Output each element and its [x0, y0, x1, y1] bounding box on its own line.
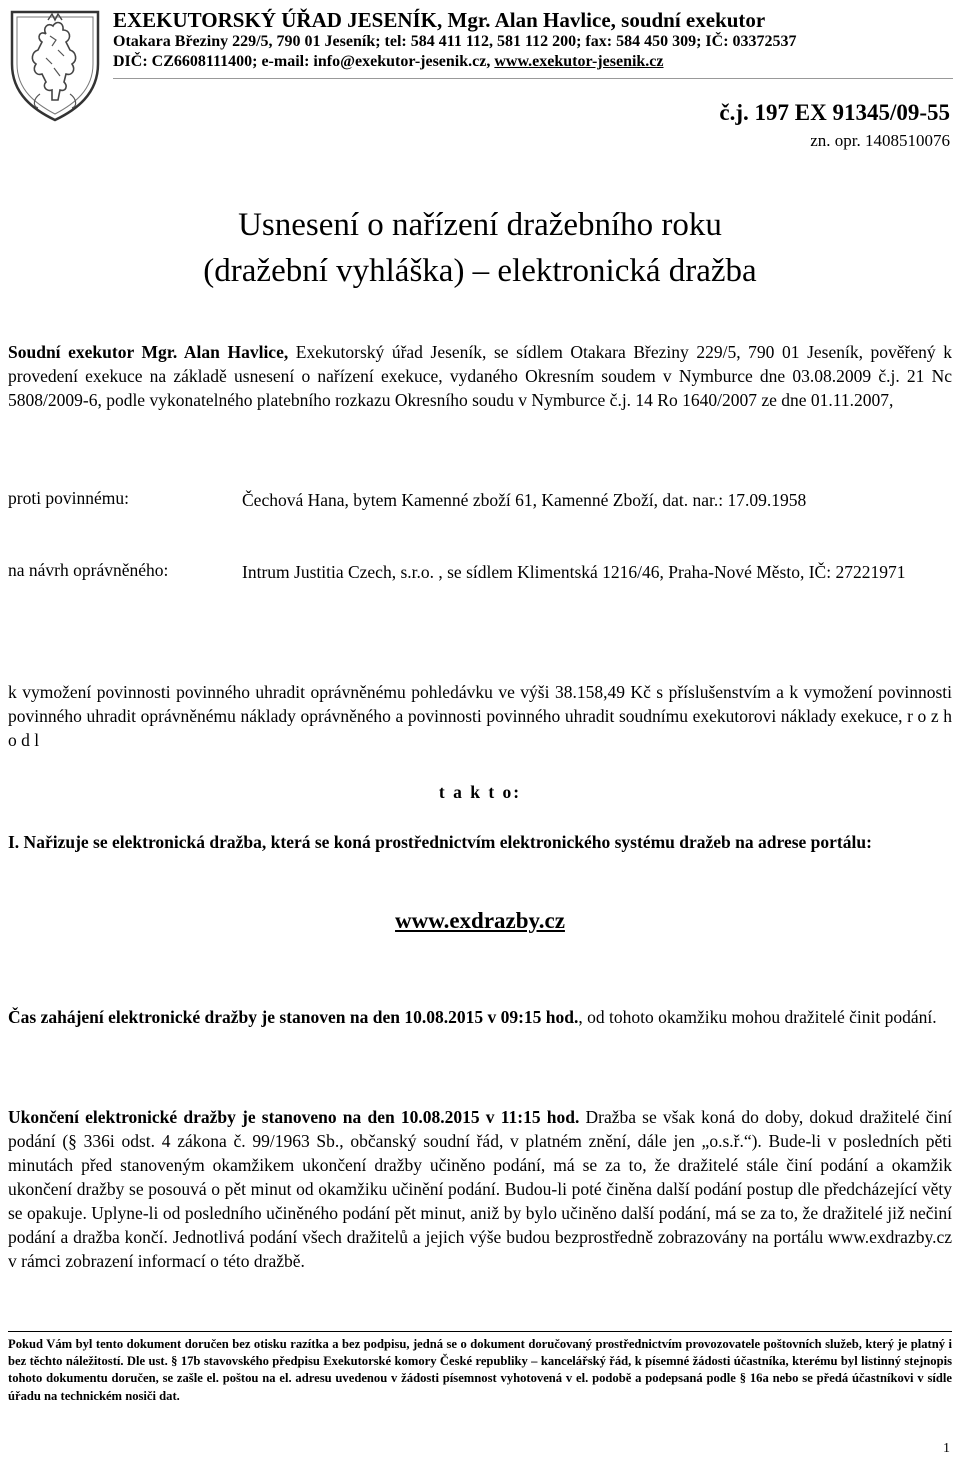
intro-text: Exekutorský úřad Jeseník, se sídlem Otakara Březiny 229/5, 790 01 Jeseník, pověřený k provedení exekuce na základě usnesení o nařízení exekuce, vydaného Okresním soudem v Nymburce dne 03.08.2009 č.j. 21 Nc 5808/2009-6, podle vykonatelného platebního rozkazu Okresního soudu v Nymburce č.j. 14 Ro 1640/2007 ze dne 01.11.2007, [8, 342, 952, 410]
coat-of-arms-icon [6, 6, 104, 124]
auction-end-time: Ukončení elektronické dražby je stanoveno na den 10.08.2015 v 11:15 hod. [8, 1107, 580, 1127]
website-link[interactable]: www.exekutor-jesenik.cz [494, 53, 664, 70]
case-number: č.j. 197 EX 91345/09-55 [719, 100, 950, 125]
office-contact [113, 53, 664, 71]
decision-one: I. Nařizuje se elektronická dražba, která se koná prostřednictvím elektronického systému dražeb na adrese portálu: [8, 832, 872, 852]
dic-email: DIČ: CZ6608111400; e-mail: info@exekutor-jesenik.cz, [113, 53, 495, 70]
auction-start-rest: , od tohoto okamžiku mohou dražitelé činit podání. [578, 1007, 937, 1027]
purpose-paragraph: k vymožení povinnosti povinného uhradit oprávněnému pohledávku ve výši 38.158,49 Kč s příslušenstvím a k vymožení povinnosti povinného uhradit oprávněnému náklady oprávněného a povinnosti povinného uhradit soudnímu exekutorovi náklady exekuce, r o z h o d l [8, 682, 952, 750]
header-divider [113, 78, 953, 79]
auction-end-paragraph [8, 1105, 952, 1273]
auction-start-time: Čas zahájení elektronické dražby je stanoven na den 10.08.2015 v 09:15 hod. [8, 1007, 579, 1027]
document-subtitle: (dražební vyhláška) – elektronická dražba [203, 253, 757, 289]
intro-lead: Soudní exekutor Mgr. Alan Havlice, [8, 342, 289, 362]
document-title: Usnesení o nařízení dražebního roku [238, 207, 722, 243]
footer-divider [8, 1331, 952, 1332]
debtor-value: Čechová Hana, bytem Kamenné zboží 61, Kamenné Zboží, dat. nar.: 17.09.1958 [242, 490, 807, 510]
debtor-label: proti povinnému: [8, 488, 130, 508]
creditor-label: na návrh oprávněného: [8, 560, 169, 580]
reference-number: zn. opr. 1408510076 [810, 131, 950, 150]
footer-notice: Pokud Vám byl tento dokument doručen bez otisku razítka a bez podpisu, jedná se o dokument doručovaný prostřednictvím provozovatele poštovních služeb, který je platný i bez těchto náležitostí. Dle ust. § 17b stavovského předpisu Exekutorské komory České republiky – kancelářský řád, k písemné žádosti účastníka, kterému byl listinný stejnopis tohoto dokumentu doručen, se zašle el. poštou na el. adresu uvedenou v žádosti písemnost vyhotovená v el. podobě a podepsaná podle § 16a nebo se předá účastníkovi v sídle úřadu na technickém nosiči dat. [8, 1337, 952, 1403]
creditor-value: Intrum Justitia Czech, s.r.o. , se sídlem Klimentská 1216/46, Praha-Nové Město, IČ: 27221971 [242, 562, 906, 582]
portal-link[interactable]: www.exdrazby.cz [395, 908, 565, 933]
office-address: Otakara Březiny 229/5, 790 01 Jeseník; tel: 584 411 112, 581 112 200; fax: 584 450 309; IČ: 03372537 [113, 33, 797, 50]
office-name: EXEKUTORSKÝ ÚŘAD JESENÍK, Mgr. Alan Havlice, soudní exekutor [113, 8, 766, 32]
decision-heading: t a k t o: [438, 782, 522, 802]
intro-paragraph [8, 340, 952, 412]
auction-start-paragraph [8, 1005, 952, 1029]
page-number: 1 [943, 1441, 950, 1456]
auction-end-rest: Dražba se však koná do doby, dokud dražitelé činí podání (§ 336i odst. 4 zákona č. 99/1963 Sb., občanský soudní řád, v platném znění, dále jen „o.s.ř.“). Bude-li v posledních pěti minutách před stanoveným okamžikem ukončení dražby učiněno podání, má se za to, že dražitelé stále činí podání a okamžik ukončení dražby se posouvá o pět minut od okamžiku učinění podání. Budou-li poté činěna další podání postup dle předcházející věty se opakuje. Uplyne-li od posledního učiněného podání pět minut, aniž by bylo učiněno další podání, má se za to, že dražitelé již nečiní podání a dražba končí. Jednotlivá podání všech dražitelů a jejich výše budou bezprostředně zobrazovány na portálu www.exdrazby.cz v rámci zobrazení informací o této dražbě. [8, 1107, 952, 1271]
